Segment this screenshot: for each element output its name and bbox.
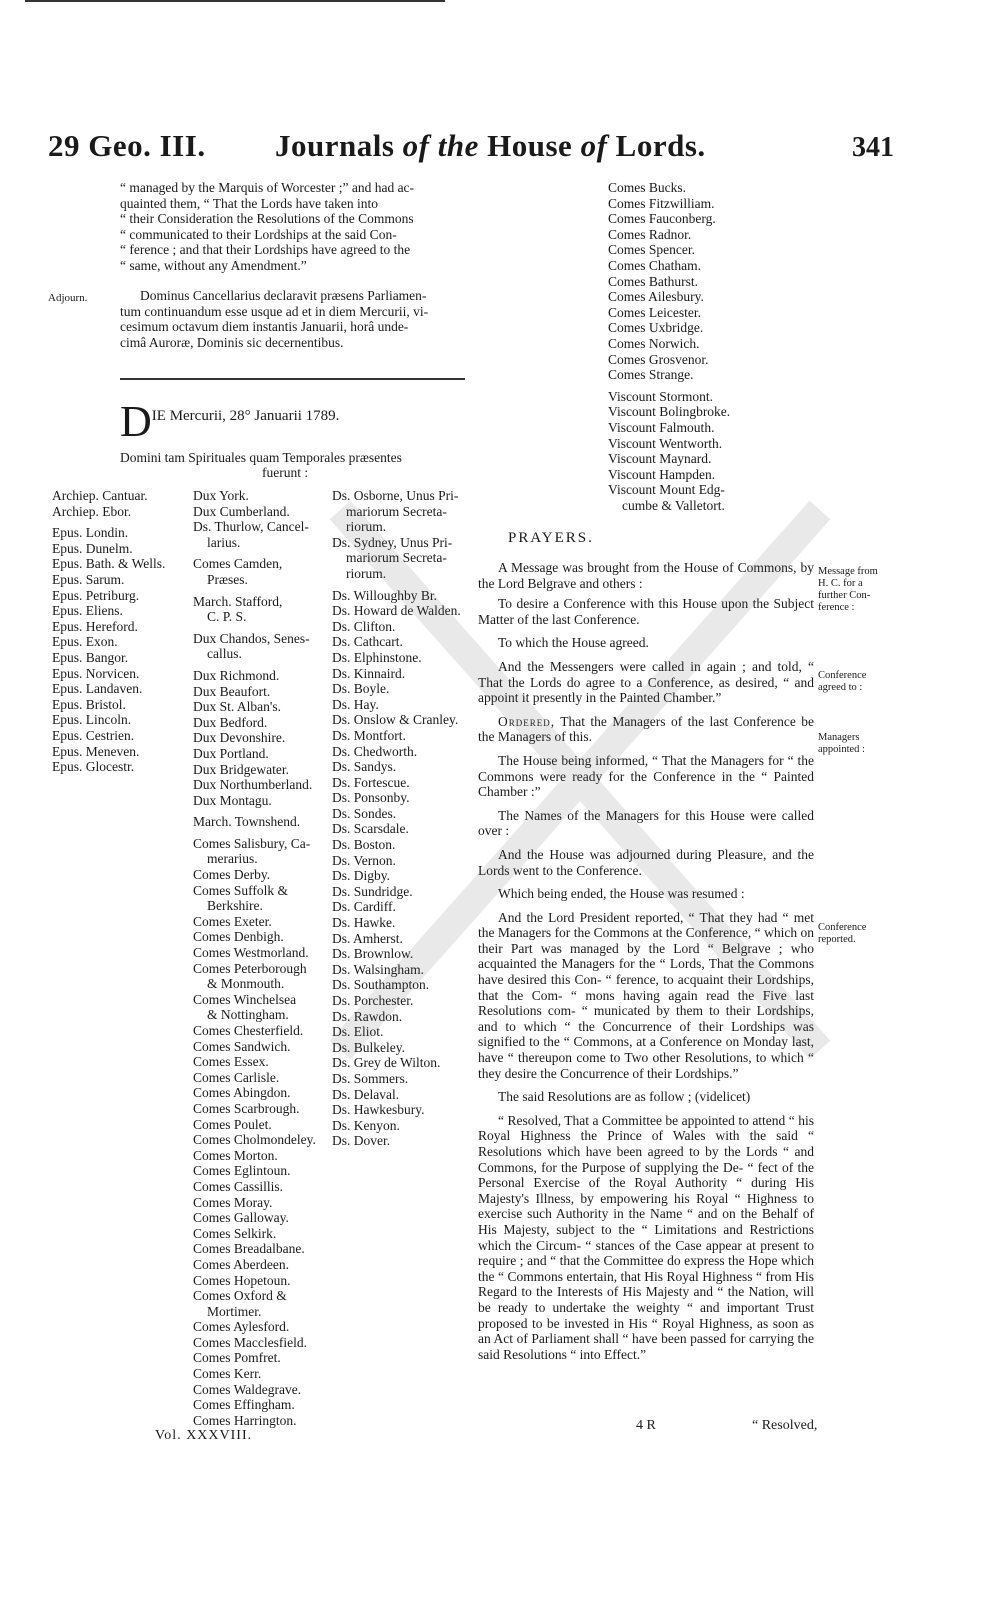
peer-list-item: merarius.	[207, 851, 258, 867]
peer-list-item: Epus. Hereford.	[52, 618, 138, 634]
peer-list-item: Viscount Falmouth.	[608, 419, 715, 435]
agreement-paragraph: To which the House agreed.	[498, 635, 649, 651]
peer-list-item: Comes Denbigh.	[193, 929, 284, 945]
peer-list-item: Viscount Stormont.	[608, 388, 713, 404]
peer-list-item: Ds. Delaval.	[332, 1086, 400, 1102]
peer-list-item: Ds. Grey de Wilton.	[332, 1055, 441, 1071]
peer-list-item: Epus. Dunelm.	[52, 540, 133, 556]
title-house: House	[487, 128, 581, 163]
messengers-paragraph: And the Messengers were called in again ; and told, “ That the Lords do agree to a Conference, as desired, “ and appoint it presently in the Painted Chamber.”	[478, 658, 814, 706]
side-note-adjourn: Adjourn.	[48, 292, 88, 304]
peer-list-item: Ds. Kenyon.	[332, 1117, 400, 1133]
side-note-message: Message from H. C. for a further Con- ference :	[818, 566, 878, 613]
peer-list-item: Comes Chatham.	[608, 257, 701, 273]
peer-list-item: Comes Hopetoun.	[193, 1272, 291, 1288]
peer-list-item: Comes Uxbridge.	[608, 320, 704, 336]
peer-list-item: Ds. Amherst.	[332, 930, 403, 946]
peer-list-item: Epus. Bristol.	[52, 696, 126, 712]
peer-list-item: Comes Oxford &	[193, 1288, 287, 1304]
peer-list-item: Ds. Hawke.	[332, 915, 396, 931]
drop-cap: D	[120, 397, 152, 446]
peer-list-item: Comes Kerr.	[193, 1366, 262, 1382]
ordered-label: Ordered,	[498, 713, 556, 729]
title-of: of	[402, 128, 430, 163]
peer-list-item: Comes Carlisle.	[193, 1069, 280, 1085]
journal-title-header	[275, 128, 706, 164]
peer-list-item: Ds. Eliot.	[332, 1024, 384, 1040]
peer-list-item: Comes Essex.	[193, 1054, 269, 1070]
peer-list-item: Comes Scarbrough.	[193, 1100, 300, 1116]
message-paragraph: A Message was brought from the House of Commons, by the Lord Belgrave and others :	[478, 560, 814, 591]
peer-list-item: Comes Aberdeen.	[193, 1256, 289, 1272]
peer-list-item: Dux Beaufort.	[193, 683, 271, 699]
text-line: “ communicated to their Lordships at the said Con-	[120, 226, 397, 242]
prayers-heading: PRAYERS.	[508, 530, 594, 546]
regnal-year-header: 29 Geo. III.	[48, 128, 206, 163]
text-line: “ their Consideration the Resolutions of the Commons	[120, 211, 414, 227]
title-journals: Journals	[275, 128, 403, 163]
text-line: “ same, without any Amendment.”	[120, 257, 307, 273]
text-line: “ managed by the Marquis of Worcester ;” and had ac-	[120, 180, 415, 195]
peer-list-item: Comes Bucks.	[608, 180, 687, 195]
text-line: cesimum octavum diem instantis Januarii, horâ unde-	[120, 319, 409, 335]
peer-list-item: Ds. Vernon.	[332, 852, 396, 868]
proceedings-text	[478, 560, 814, 1362]
resolution-text: “ Resolved, That a Committee be appointed to attend “ his Royal Highness the Prince of Wales with the said “ Resolutions which have been agreed to by the Lords “ and Commons, for the Purpose of supplying the De- “ fect of the Personal Exercise of the Royal Authority “ during His Majesty's Illness, by empowering his Royal “ Highness to exercise such Authority in the Name “ and on the Behalf of His Majesty, subject to the “ Limitations and Restrictions which the Circum- “ stances of the Case appear at present to require ; and “ that the Committee do express the Hope which the “ Commons entertain, that His Royal Highness “ from His Regard to the Interests of His Majesty and “ the Nation, will be ready to undertake the weighty “ and important Trust proposed to be invested in His “ Royal Highness, as soon as an Act of Parliament shall “ have been passed for carrying the said Resolutions “ into Effect.”	[478, 1112, 814, 1362]
peer-list-item: Ds. Howard de Walden.	[332, 603, 461, 619]
peer-list-item: Ds. Cathcart.	[332, 634, 403, 650]
peer-list-item: Ds. Boston.	[332, 837, 396, 853]
peer-list-item: Præses.	[207, 571, 248, 587]
ordered-paragraph	[478, 714, 814, 745]
peer-list-item: Comes Exeter.	[193, 913, 272, 929]
peer-list-item: Ds. Willoughby Br.	[332, 587, 437, 603]
peer-list-item: Comes Westmorland.	[193, 945, 309, 961]
barons-list	[332, 488, 472, 1149]
peer-list-item: Comes Winchelsea	[193, 991, 297, 1007]
peer-list-item: Ds. Hay.	[332, 696, 379, 712]
peer-list-item: Comes Poulet.	[193, 1116, 272, 1132]
peer-list-item: Comes Sandwich.	[193, 1038, 291, 1054]
side-note-managers: Managers appointed :	[818, 732, 865, 755]
peer-list-item: Ds. Sondes.	[332, 805, 397, 821]
peer-list-item: Epus. Cestrien.	[52, 727, 135, 743]
peer-list-item: Ds. Kinnaird.	[332, 665, 406, 681]
peer-list-item: Ds. Ponsonby.	[332, 790, 410, 806]
peer-list-item: Epus. Norvicen.	[52, 665, 140, 681]
peer-list-item: cumbe & Valletort.	[622, 497, 725, 513]
peer-list-item: Dux Portland.	[193, 745, 269, 761]
present-line: Domini tam Spirituales quam Temporales præsentes	[120, 450, 402, 465]
peer-list-item: Comes Galloway.	[193, 1210, 289, 1226]
peer-list-item: Comes Ailesbury.	[608, 289, 704, 305]
peer-list-item: Archiep. Cantuar.	[52, 488, 148, 503]
peer-list-item: Ds. Sydney, Unus Pri-	[332, 534, 453, 550]
peer-list-item: riorum.	[346, 565, 387, 581]
peer-list-item: Comes Waldegrave.	[193, 1381, 302, 1397]
peer-list-item: Comes Abingdon.	[193, 1085, 291, 1101]
peer-list-item: Comes Camden,	[193, 556, 283, 572]
peer-list-item: Ds. Sandys.	[332, 759, 397, 775]
peer-list-item: Comes Chesterfield.	[193, 1023, 304, 1038]
peer-list-item: March. Townshend.	[193, 814, 301, 830]
managers-ready-paragraph: The House being informed, “ That the Managers for “ the Commons were ready for the Conference in the “ Painted Chamber :”	[478, 752, 814, 800]
peer-list-item: Epus. Glocestr.	[52, 759, 135, 775]
peer-list-item: Epus. Exon.	[52, 634, 118, 650]
peer-list-item: Dux Bridgewater.	[193, 761, 289, 777]
peer-list-item: Berkshire.	[207, 898, 263, 914]
peer-list-item: Comes Salisbury, Ca-	[193, 835, 311, 851]
peer-list-item: Ds. Walsingham.	[332, 961, 425, 977]
peer-list-item: & Nottingham.	[207, 1007, 289, 1023]
side-note-conference-reported: Conference reported.	[818, 922, 867, 945]
peer-list-item: Dux York.	[193, 488, 249, 503]
peer-list-item: Ds. Osborne, Unus Pri-	[332, 488, 459, 503]
present-line-end: fuerunt :	[262, 465, 309, 480]
peer-list-item: Archiep. Ebor.	[52, 503, 132, 519]
peer-list-item: Comes Suffolk &	[193, 882, 289, 898]
text-line: Dominus Cancellarius declaravit præsens Parliamen-	[140, 288, 427, 303]
peer-list-item: Comes Cholmondeley.	[193, 1132, 316, 1148]
peer-list-item: Ds. Rawdon.	[332, 1008, 403, 1024]
peer-list-item: Comes Breadalbane.	[193, 1241, 305, 1257]
peer-list-item: Ds. Sundridge.	[332, 883, 413, 899]
peer-list-item: Epus. Petriburg.	[52, 587, 140, 603]
peer-list-item: Comes Spencer.	[608, 242, 695, 258]
title-lords: Lords.	[607, 128, 706, 163]
date-heading	[120, 397, 340, 446]
conference-request-paragraph: To desire a Conference with this House upon the Subject Matter of the last Conference.	[478, 596, 814, 627]
peer-list-item: Viscount Hampden.	[608, 466, 716, 482]
peer-list-item: Ds. Bulkeley.	[332, 1039, 405, 1055]
peer-list-item: Dux Devonshire.	[193, 730, 286, 746]
peer-list-item: Dux Montagu.	[193, 792, 272, 808]
peer-list-item: Ds. Brownlow.	[332, 946, 414, 962]
peer-list-item: Dux Bedford.	[193, 714, 268, 730]
peer-list-item: Epus. Lincoln.	[52, 712, 132, 728]
peer-list-item: Comes Norwich.	[608, 335, 700, 351]
peer-list-item: Epus. Londin.	[52, 525, 129, 541]
date-text: IE Mercurii, 28° Januarii 1789.	[151, 408, 340, 424]
earls-viscounts-list	[608, 180, 778, 513]
peer-list-item: mariorum Secreta-	[346, 550, 447, 566]
peer-list-item: Ds. Boyle.	[332, 681, 390, 697]
peer-list-item: Dux Cumberland.	[193, 503, 290, 519]
peer-list-item: Ds. Chedworth.	[332, 743, 418, 759]
peer-list-item: Comes Bathurst.	[608, 273, 698, 289]
peer-list-item: Comes Harrington.	[193, 1412, 297, 1428]
peer-list-item: Ds. Digby.	[332, 868, 391, 884]
resolutions-intro: The said Resolutions are as follow ; (videlicet)	[498, 1089, 751, 1105]
title-of-2: of	[580, 128, 608, 163]
peer-list-item: Ds. Dover.	[332, 1133, 391, 1149]
peer-list-item: Comes Morton.	[193, 1147, 278, 1163]
spiritual-lords-list	[52, 488, 187, 775]
peer-list-item: Comes Eglintoun.	[193, 1163, 291, 1179]
peer-list-item: Epus. Bath. & Wells.	[52, 556, 166, 572]
peer-list-item: Epus. Landaven.	[52, 681, 143, 697]
peer-list-item: Comes Radnor.	[608, 226, 692, 242]
conference-report-paragraph	[120, 180, 460, 274]
adjourned-paragraph: And the House was adjourned during Pleasure, and the Lords went to the Conference.	[478, 846, 814, 878]
page-number: 341	[852, 132, 894, 163]
adjournment-paragraph	[120, 288, 465, 350]
peer-list-item: Comes Fauconberg.	[608, 211, 716, 227]
peer-list-item: Ds. Hawkesbury.	[332, 1102, 425, 1118]
resumed-paragraph: Which being ended, the House was resumed :	[498, 886, 745, 902]
section-divider	[120, 378, 465, 380]
text-line: quainted them, “ That the Lords have taken into	[120, 195, 379, 211]
peer-list-item: Comes Fitzwilliam.	[608, 195, 715, 211]
peer-list-item: Ds. Porchester.	[332, 993, 414, 1008]
peer-list-item: Comes Selkirk.	[193, 1225, 277, 1241]
peer-list-item: C. P. S.	[207, 609, 247, 625]
peer-list-item: mariorum Secreta-	[346, 503, 447, 519]
text-line: cimâ Auroræ, Dominis sic decernentibus.	[120, 334, 344, 350]
peer-list-item: Ds. Scarsdale.	[332, 821, 409, 837]
peer-list-item: Ds. Southampton.	[332, 977, 430, 993]
names-called-paragraph: The Names of the Managers for this House were called over :	[478, 807, 814, 839]
peer-list-item: March. Stafford,	[193, 593, 283, 609]
peer-list-item: Comes Effingham.	[193, 1397, 295, 1413]
peer-list-item: Comes Pomfret.	[193, 1350, 281, 1366]
peer-list-item: Ds. Fortescue.	[332, 774, 410, 790]
peer-list-item: Comes Derby.	[193, 867, 271, 883]
peer-list-item: Comes Strange.	[608, 367, 694, 383]
peer-list-item: Ds. Thurlow, Cancel-	[193, 519, 309, 535]
peer-list-item: & Monmouth.	[207, 976, 285, 992]
signature-mark: 4 R	[636, 1418, 656, 1433]
peer-list-item: Comes Aylesford.	[193, 1319, 290, 1335]
peer-list-item: Dux Richmond.	[193, 667, 280, 683]
peer-list-item: Dux St. Alban's.	[193, 699, 281, 715]
peer-list-item: Dux Chandos, Senes-	[193, 630, 310, 646]
peer-list-item: Dux Northumberland.	[193, 777, 313, 793]
peer-list-item: Ds. Cardiff.	[332, 899, 396, 915]
peer-list-item: callus.	[207, 646, 242, 662]
peer-list-item: Viscount Wentworth.	[608, 435, 723, 451]
side-note-conference-agreed: Conference agreed to :	[818, 670, 867, 693]
title-the: the	[429, 128, 488, 163]
catchword: “ Resolved,	[752, 1418, 818, 1433]
peer-list-item: Epus. Sarum.	[52, 571, 125, 587]
peer-list-item: Epus. Eliens.	[52, 603, 123, 619]
peer-list-item: Ds. Sommers.	[332, 1070, 409, 1086]
peer-list-item: larius.	[207, 534, 241, 550]
peer-list-item: Viscount Mount Edg-	[608, 482, 725, 498]
text-line: tum continuandum esse usque ad et in diem Mercurii, vi-	[120, 303, 429, 319]
peer-list-item: Comes Peterborough	[193, 960, 307, 976]
peer-list-item: Epus. Meneven.	[52, 743, 140, 759]
peer-list-item: Viscount Maynard.	[608, 451, 712, 467]
peer-list-item: Comes Leicester.	[608, 304, 701, 320]
ordered-text: That the Managers of the last Conference be the Managers of this.	[478, 713, 814, 745]
peer-list-item: Viscount Bolingbroke.	[608, 404, 731, 420]
peer-list-item: Comes Moray.	[193, 1194, 273, 1210]
lord-president-report: And the Lord President reported, “ That they had “ met the Managers for the Commons at the Conference, “ which on their Part was managed by the Lord “ Belgrave ; who acquainted the Managers for the “ Lords, That the Commons have desired this Con- “ ference, to acquaint their Lordships, that the Com- “ mons having again read the Five last Resolutions com- “ municated by them to their Lordships, and to which “ the Concurrence of their Lordships was signified to the “ Commons, at a Conference on Monday last, have “ thereupon come to Two other Resolutions, to which “ they desire the Concurrence of their Lordships.”	[478, 909, 814, 1081]
peer-list-item: Ds. Montfort.	[332, 727, 406, 743]
text-line: “ ference ; and that their Lordships have agreed to the	[120, 242, 411, 258]
peer-list-item: riorum.	[346, 519, 387, 535]
volume-number: Vol. XXXVIII.	[155, 1428, 253, 1443]
peer-list-item: Epus. Bangor.	[52, 649, 129, 665]
peer-list-item: Ds. Clifton.	[332, 618, 396, 634]
peer-list-item: Comes Macclesfield.	[193, 1334, 307, 1350]
peer-list-item: Ds. Onslow & Cranley.	[332, 712, 459, 728]
peer-list-item: Ds. Elphinstone.	[332, 649, 422, 665]
peer-list-item: Comes Grosvenor.	[608, 351, 709, 367]
peer-list-item: Comes Cassillis.	[193, 1178, 284, 1194]
dukes-earls-list	[193, 488, 333, 1428]
top-border-rule	[25, 0, 445, 2]
peer-list-item: Mortimer.	[207, 1303, 262, 1319]
